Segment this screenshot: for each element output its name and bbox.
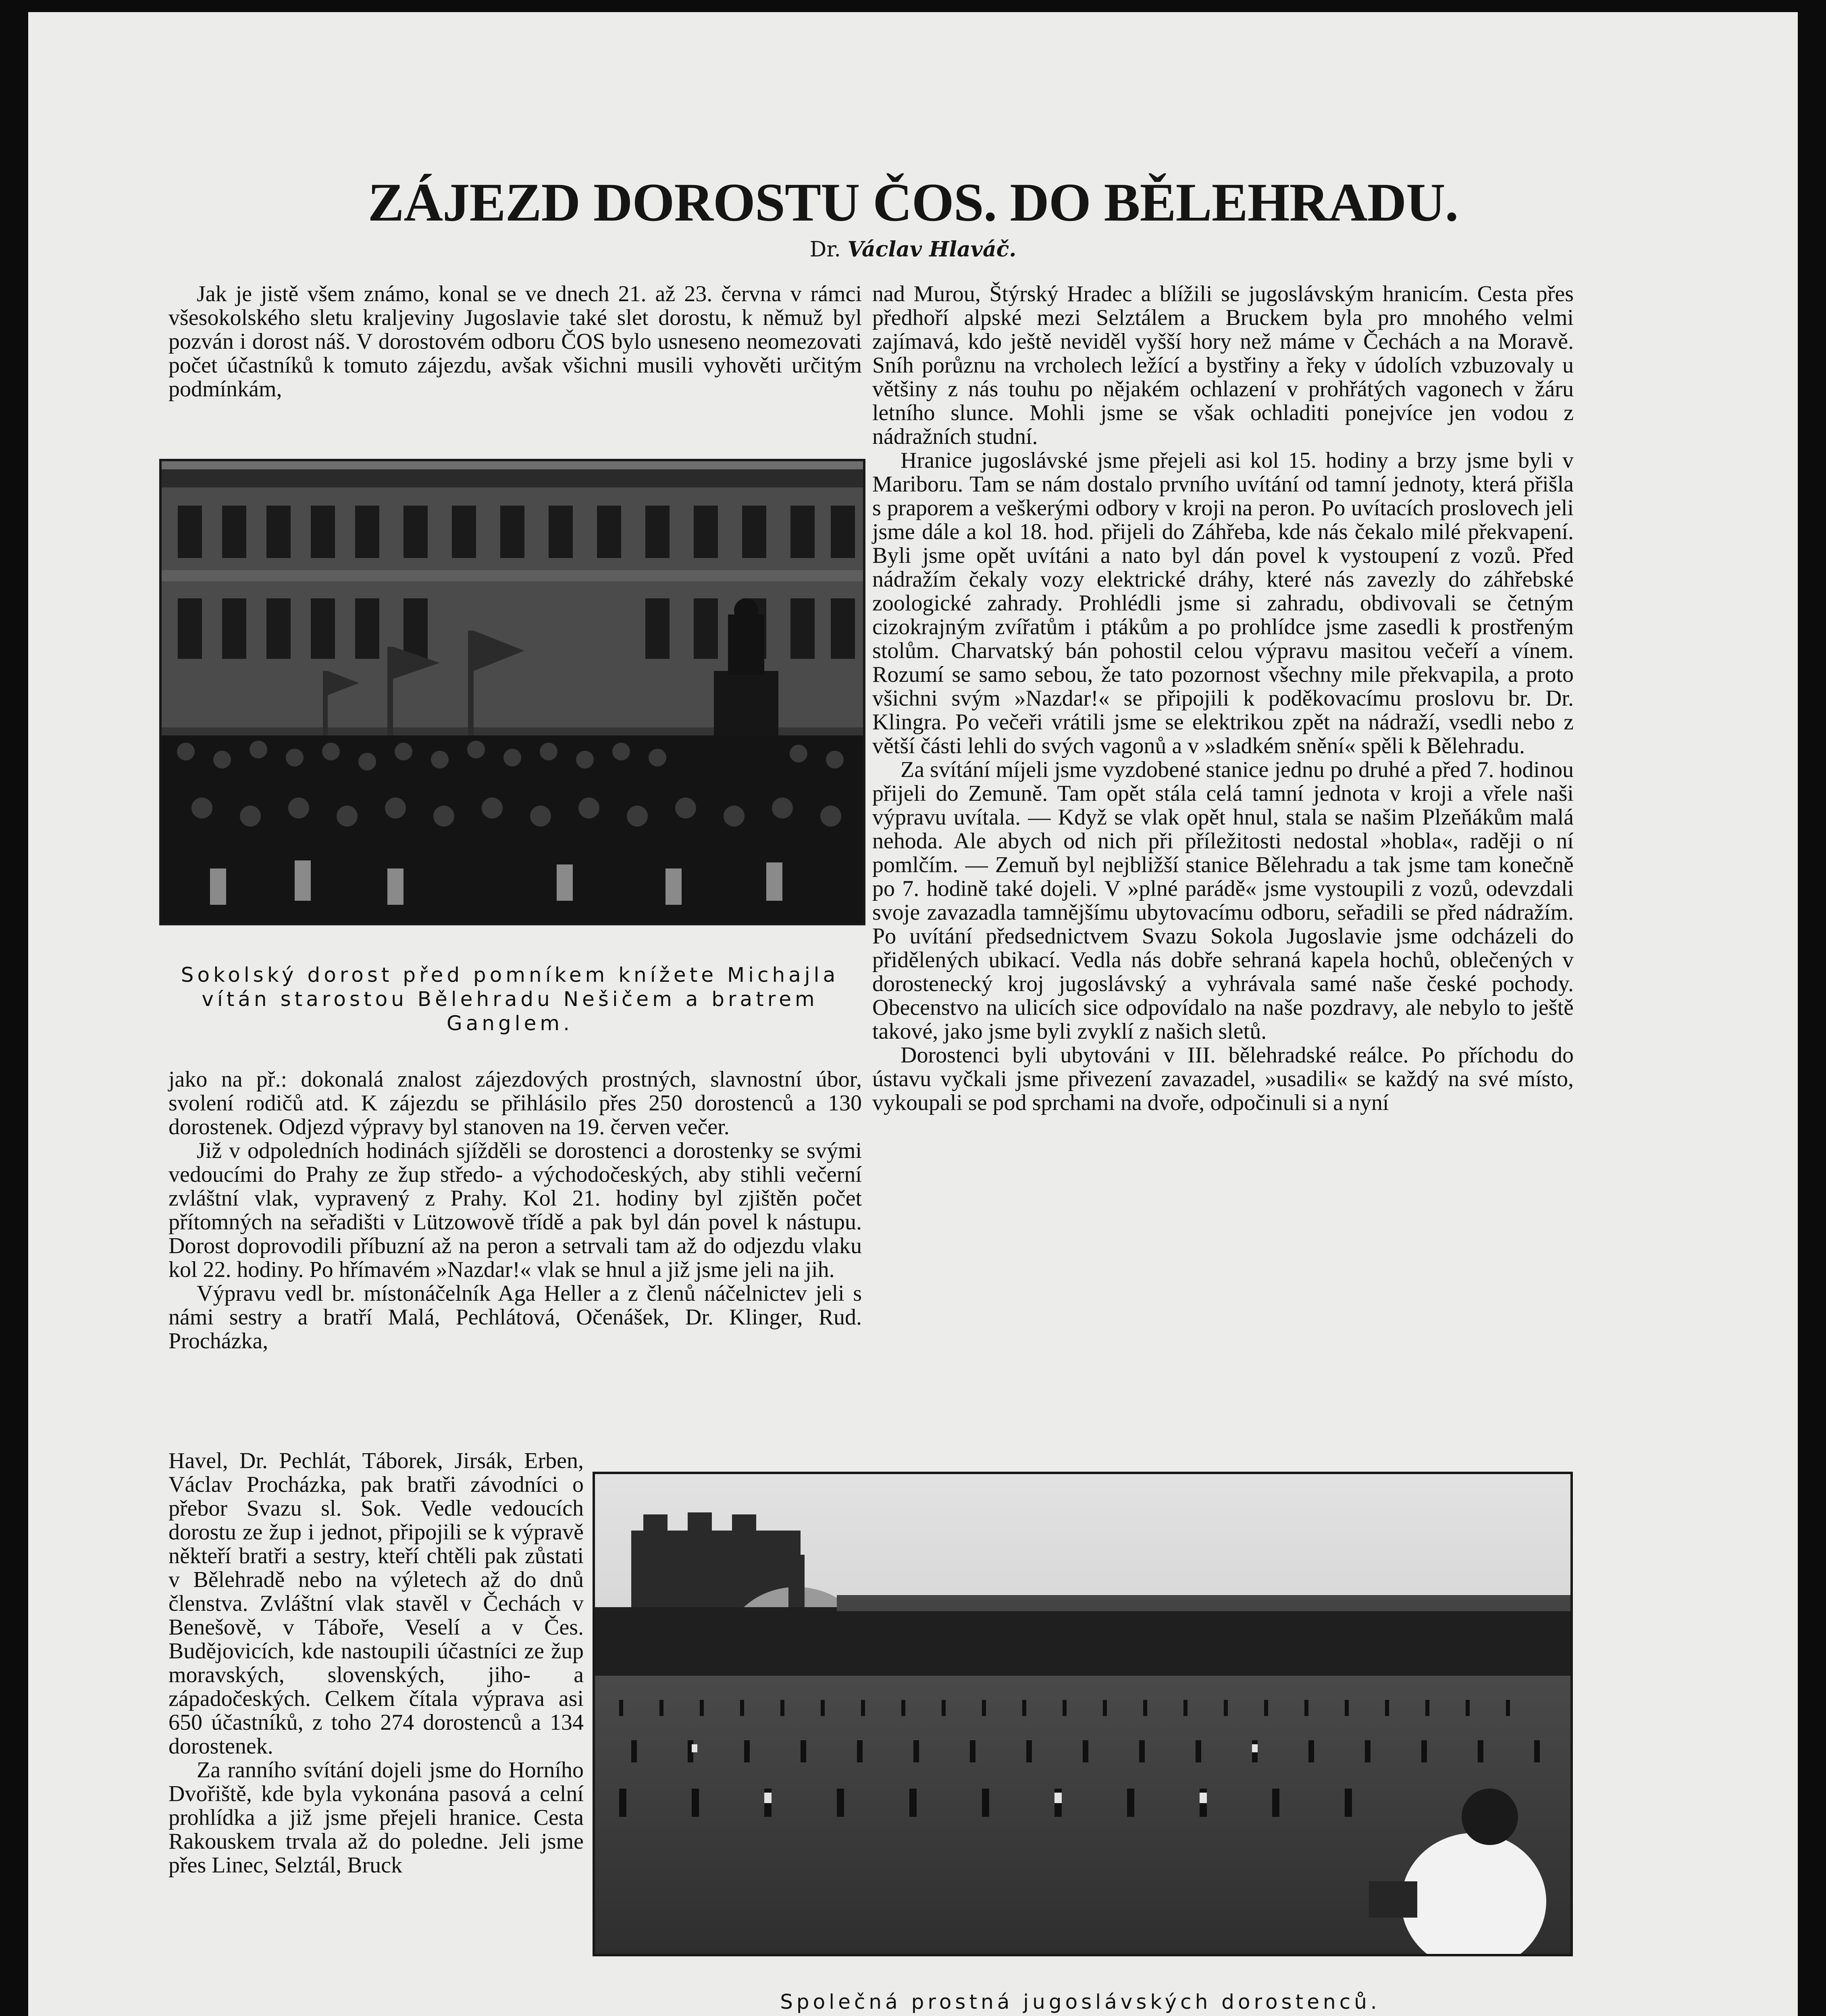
paragraph: jako na př.: dokonalá znalost zájezdových prostných, slavnostní úbor, svolení rodičů atd. K zájezdu se přihlásilo přes 250 dorostenců a 130 dorostenek. Odjezd výpravy byl stanoven na 19. červen večer. [168,1067,862,1139]
right-column [872,282,1574,1115]
paragraph: Havel, Dr. Pechlát, Táborek, Jirsák, Erben, Václav Procházka, pak bratři závodníci o přebor Svazu sl. Sok. Vedle vedoucích dorostu ze žup i jednot, připojili se k výpravě někteří bratři a sestry, kteří chtěli pak zůstati v Bělehradě nebo na výletech až do dnů členstva. Zvláštní vlak stavěl v Čechách v Benešově, v Táboře, Veselí a v Čes. Budějovicích, kde nastoupili účastníci ze žup moravských, slovenských, jiho- a západočeských. Celkem čítala výprava asi 650 účastníků, z toho 274 dorostenců a 134 dorostenek. [168,1448,584,1759]
paper-sheet [28,12,1798,2016]
photo-stadium-image [595,1474,1570,1954]
paragraph: Za ranního svítání dojeli jsme do Horního Dvořiště, kde byla vykonána pasová a celní prohlídka a již jsme přejeli hranice. Cesta Rakouskem trvala až do poledne. Jeli jsme přes Linec, Selztál, Bruck [168,1758,584,1878]
paragraph: Jak je jistě všem známo, konal se ve dnech 21. až 23. června v rámci všesokolského sletu kraljeviny Jugoslavie také slet dorostu, k němuž byl pozván i dorost náš. V dorostovém odboru ČOS bylo usneseno neomezovati počet účastníků k tomuto zájezdu, avšak všichni musili vyhověti určitým podmínkám, [168,281,862,402]
paragraph: Dorostenci byli ubytováni v III. bělehradské reálce. Po příchodu do ústavu vyčkali jsme přivezení zavazadel, »usadili« se každý na své místo, vykoupali se pod sprchami na dvoře, odpočinuli si a nyní [872,1043,1574,1115]
photo-monument-crowd [159,459,865,925]
paragraph: Již v odpoledních hodinách sjížděli se dorostenci a dorostenky se svými vedoucími do Prahy ze žup středo- a východočeských, aby stihli večerní zvláštní vlak, vypravený z Prahy. Kol 21. hodiny byl zjištěn počet přítomných na seřadišti v Lützowově třídě a pak byl dán povel k nástupu. Dorost doprovodili příbuzní až na peron a setrvali tam až do odjezdu vlaku kol 22. hodiny. Po hřímavém »Nazdar!« vlak se hnul a již jsme jeli na jih. [168,1138,862,1282]
paragraph: nad Murou, Štýrský Hradec a blížili se jugoslávským hranicím. Cesta přes předhoří alpské mezi Selztálem a Bruckem byla pro mnohého velmi zajímavá, kdo ještě neviděl vyšší hory než máme v Čechách a na Moravě. Sníh porůznu na vrcholech ležící a bystřiny a řeky v údolích vzbuzovaly u většiny z nás touhu po nějakém ochlazení v prohřátých vagonech v žáru letního slunce. Mohli jsme se však ochladiti ponejvíce jen vodou z nádražních studní. [872,281,1574,449]
author-name: Václav Hlaváč. [847,237,1017,262]
photo-stadium-caption: Společná prostná jugoslávských dorostenců. [780,1990,1381,2014]
paragraph: Výpravu vedl br. místonáčelník Aga Heller a z členů náčelnictev jeli s námi sestry a bratří Malá, Pechlátová, Očenášek, Dr. Klinger, Rud. Procházka, [168,1281,862,1354]
author-line [28,237,1798,262]
article-title: ZÁJEZD DOROSTU ČOS. DO BĚLEHRADU. [368,173,1458,233]
photo-monument-caption: Sokolský dorost před pomníkem knížete Michajla vítán starostou Bělehradu Nešičem a bratrem Ganglem. [181,963,839,1035]
paragraph: Za svítání míjeli jsme vyzdobené stanice jednu po druhé a před 7. hodinou přijeli do Zemuně. Tam opět stála celá tamní jednota v kroji a vřele naši výpravu uvítala. — Když se vlak opět hnul, stala se našim Plzeňákům malá nehoda. Ale abych od nich při příležitosti nedostal »hobla«, raději o ní pomlčím. — Zemuň byl nejbližší stanice Bělehradu a tak jsme tam konečně po 7. hodině také dojeli. V »plné parádě« jsme vystoupili z vozů, odevzdali svoje zavazadla tamnějšímu ubytovacímu odboru, seřadili se před nádražím. Po uvítání předsednictvem Svazu Sokola Jugoslavie jsme odcházeli do přidělených ubikací. Vedla nás dobře sehraná kapela hochů, oblečených v dorostenecký kroj jugoslávský a vyhrávala samé naše české pochody. Obecenstvo na ulicích sice odpovídalo na naše pozdravy, ale nebylo to ještě takové, jako jsme byli zvyklí z našich sletů. [872,757,1574,1044]
left-column-bottom [168,1449,584,1877]
left-column-middle [168,1068,862,1353]
photo-monument-image [162,461,863,923]
photo-stadium-exercise [593,1472,1573,1956]
left-column-top [168,282,862,401]
author-prefix: Dr. [809,237,841,262]
paragraph: Hranice jugoslávské jsme přejeli asi kol 15. hodiny a brzy jsme byli v Mariboru. Tam se nám dostalo prvního uvítání od tamní jednoty, která přišla s praporem a veškerými odbory v kroji na peron. Po uvítacích proslovech jeli jsme dále a kol 18. hod. přijeli do Záhřeba, kde nás čekalo milé překvapení. Byli jsme opět uvítáni a nato byl dán povel k vystoupení z vozů. Před nádražím čekaly vozy elektrické dráhy, které nás zavezly do záhřebské zoologické zahrady. Prohlédli jsme si zahradu, obdivovali se četným cizokrajným zvířatům i ptákům a po prohlídce jsme zasedli k prostřeným stolům. Charvatský bán pohostil celou výpravu masitou večeří a vínem. Rozumí se samo sebou, že tato pozornost všechny mile překvapila, a proto všichni svým »Nazdar!« se připojili k poděkovacímu proslovu br. Dr. Klingra. Po večeři vrátili jsme se elektrikou zpět na nádraží, vsedli nebo z větší části lehli do svých vagonů a v »sladkém snění« spěli k Bělehradu. [872,448,1574,758]
